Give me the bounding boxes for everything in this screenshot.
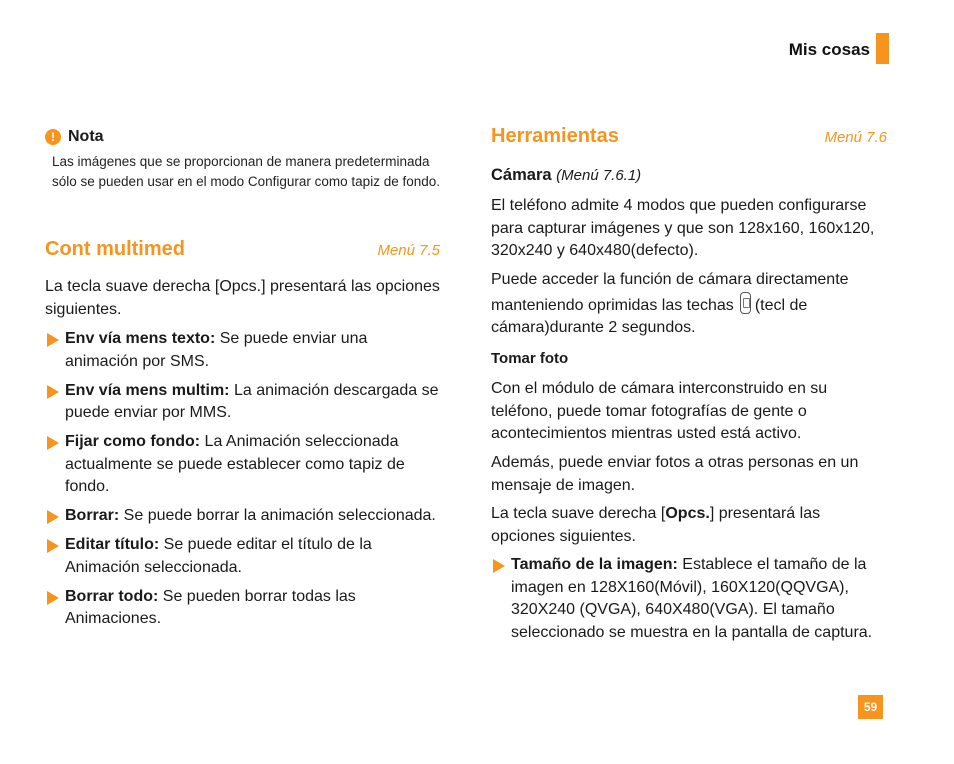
- list-item-description: Se pueden borrar todas las Animaciones.: [65, 587, 356, 627]
- list-item-term: Tamaño de la imagen:: [511, 556, 678, 573]
- camara-access-text-before: Puede acceder la función de cámara directamente manteniendo oprimidas las techas: [491, 271, 849, 314]
- page-number: 59: [858, 695, 883, 719]
- list-item-term: Env vía mens multim:: [65, 381, 230, 399]
- note-title: Nota: [68, 128, 104, 145]
- camara-menu-number: (Menú 7.6.1): [556, 167, 642, 184]
- note-heading: [45, 128, 440, 146]
- herramientas-menu-number: Menú 7.6: [824, 129, 887, 146]
- list-item: [45, 505, 440, 528]
- list-item: [45, 380, 440, 425]
- cont-multimed-options-list: [45, 328, 440, 637]
- triangle-bullet-icon: [47, 385, 59, 399]
- list-item-term: Editar título:: [65, 536, 160, 553]
- list-item-description: La Animación seleccionada actualmente se puede establecer como tapiz de fondo.: [65, 433, 405, 495]
- triangle-bullet-icon: [47, 591, 59, 605]
- list-item-description: La animación descargada se puede enviar por MMS.: [65, 381, 439, 421]
- options-text-before: La tecla suave derecha [: [491, 505, 666, 522]
- tomar-foto-paragraph: Con el módulo de cámara interconstruido en su teléfono, puede tomar fotografías de gente o acontecimientos mientras usted está activo.: [491, 380, 828, 442]
- list-item-description: Establece el tamaño de la imagen en 128X160(Móvil), 160X120(QQVGA), 320X240 (QVGA), 640X480(VGA). El tamaño seleccionado se muestra en la pantalla de captura.: [511, 556, 873, 641]
- exclamation-icon: !: [45, 129, 61, 145]
- list-item-term: Env vía mens texto:: [65, 330, 216, 347]
- list-item: [45, 431, 440, 499]
- triangle-bullet-icon: [47, 436, 59, 450]
- list-item: [45, 328, 440, 373]
- camara-access-paragraph: [491, 269, 887, 340]
- camara-heading: [491, 166, 641, 185]
- camara-access-text-after: (tecl de cámara)durante 2 segundos.: [491, 296, 808, 336]
- camara-modes-paragraph: El teléfono admite 4 modos que pueden configurarse para capturar imágenes y que son 128x160, 160x120, 320x240 y 640x480(defecto).: [491, 197, 875, 259]
- send-photo-paragraph: Además, puede enviar fotos a otras personas en un mensaje de imagen.: [491, 454, 859, 494]
- camara-title: Cámara: [491, 166, 552, 184]
- triangle-bullet-icon: [47, 539, 59, 553]
- triangle-bullet-icon: [493, 559, 505, 573]
- list-item: [491, 554, 887, 644]
- camera-options-list: [491, 554, 887, 651]
- opcs-key-label: Opcs.: [665, 505, 710, 522]
- section-tab-marker: [876, 33, 889, 64]
- triangle-bullet-icon: [47, 333, 59, 347]
- cont-multimed-heading: [45, 238, 440, 261]
- list-item: [45, 586, 440, 631]
- options-paragraph: [491, 503, 887, 548]
- note-text: Las imágenes que se proporcionan de manera predeterminada sólo se pueden usar en el modo Configurar como tapiz de fondo.: [52, 154, 440, 189]
- cont-multimed-intro: La tecla suave derecha [Opcs.] presentará las opciones siguientes.: [45, 278, 440, 318]
- triangle-bullet-icon: [47, 510, 59, 524]
- list-item-term: Borrar todo:: [65, 587, 159, 605]
- list-item-term: Fijar como fondo:: [65, 433, 201, 450]
- section-title: Mis cosas: [788, 40, 870, 59]
- herramientas-title: Herramientas: [491, 125, 619, 147]
- list-item-description: Se puede editar el título de la Animación seleccionada.: [65, 536, 372, 576]
- options-text-after: ] presentará las opciones siguientes.: [491, 505, 821, 545]
- list-item-description: Se puede borrar la animación seleccionada.: [119, 507, 436, 524]
- cont-multimed-title: Cont multimed: [45, 238, 185, 260]
- cont-multimed-menu-number: Menú 7.5: [377, 242, 440, 259]
- list-item: [45, 534, 440, 579]
- tomar-foto-heading: Tomar foto: [491, 350, 569, 367]
- list-item-term: Borrar:: [65, 507, 120, 524]
- camera-key-icon: [740, 292, 751, 314]
- list-item-description: Se puede enviar una animación por SMS.: [65, 330, 368, 370]
- note-box: [45, 128, 440, 192]
- herramientas-heading: [491, 125, 887, 148]
